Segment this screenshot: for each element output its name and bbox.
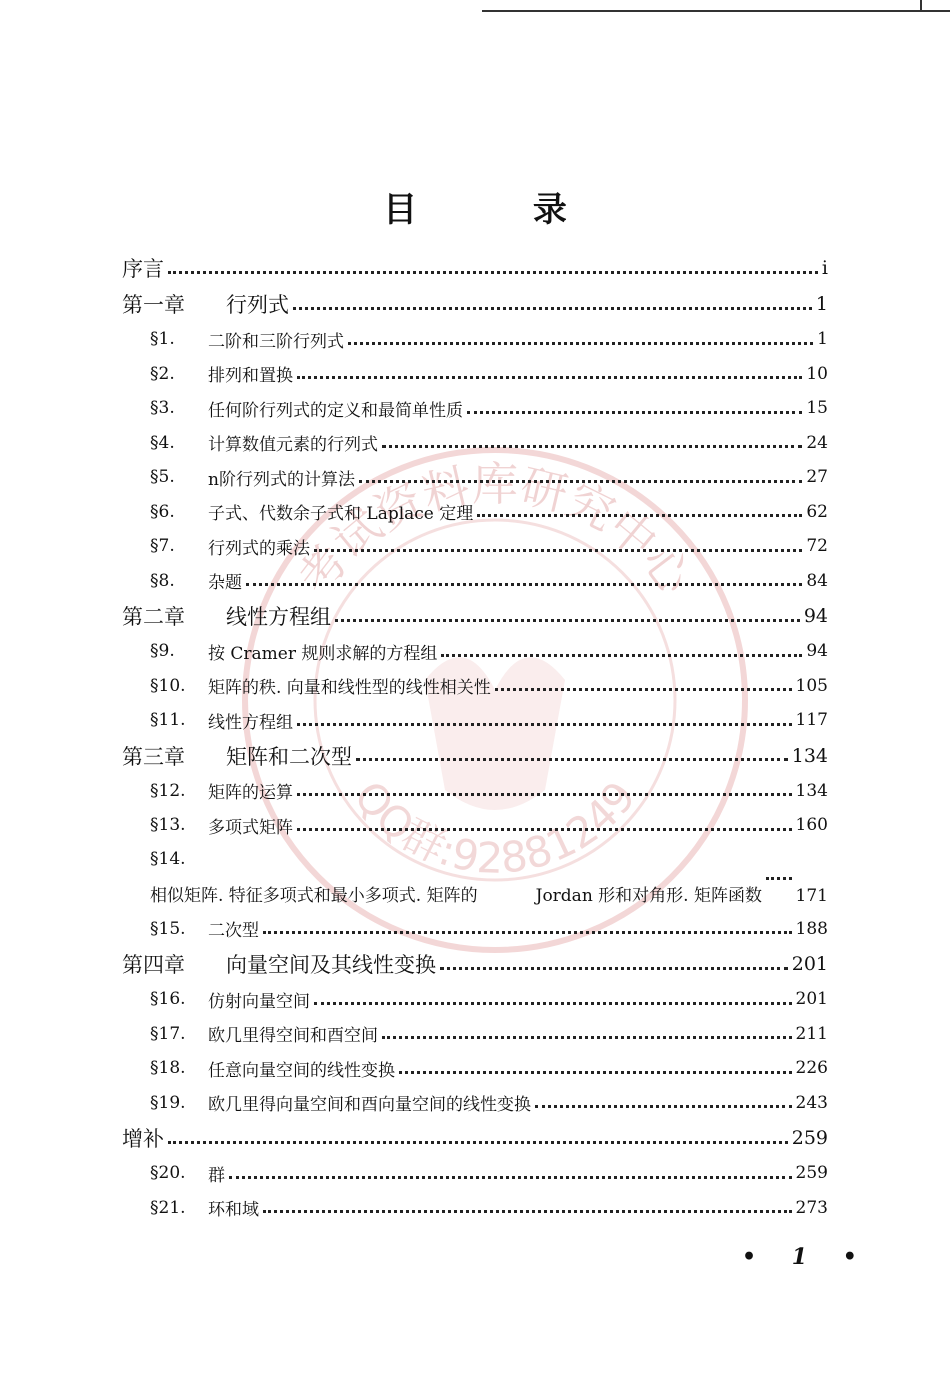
section-number: §20. xyxy=(150,1163,186,1184)
section-page: 171 xyxy=(795,885,828,906)
section-title: 二阶和三阶行列式 xyxy=(208,331,344,352)
section-title: 线性方程组 xyxy=(208,712,293,733)
toc-chapter-2[interactable] xyxy=(122,598,828,634)
section-number: §4. xyxy=(150,432,175,453)
dot-leader xyxy=(766,877,792,880)
section-title: 排列和置换 xyxy=(208,366,293,387)
dot-leader xyxy=(359,480,802,483)
section-number: §8. xyxy=(150,570,175,591)
chapter-label: 第四章 xyxy=(122,953,185,977)
toc-section-13[interactable] xyxy=(122,808,828,843)
toc-entry-title: 序言 xyxy=(122,257,164,281)
dot-leader xyxy=(168,1141,788,1144)
dot-leader xyxy=(356,758,788,761)
toc-section-16[interactable] xyxy=(122,982,828,1017)
dot-leader xyxy=(293,307,812,310)
dot-leader xyxy=(314,549,802,552)
section-page: 117 xyxy=(795,710,828,731)
section-number: §17. xyxy=(150,1023,186,1044)
section-title: 任何阶行列式的定义和最简单性质 xyxy=(208,400,463,421)
section-page: 62 xyxy=(806,501,828,522)
section-number: §10. xyxy=(150,675,186,696)
section-page: 226 xyxy=(795,1058,828,1079)
chapter-title: 行列式 xyxy=(226,293,289,317)
section-number: §11. xyxy=(150,710,186,731)
chapter-label: 第三章 xyxy=(122,744,185,769)
chapter-title: 矩阵和二次型 xyxy=(226,744,352,769)
section-page: 201 xyxy=(795,989,828,1010)
section-title: 二次型 xyxy=(208,921,259,942)
section-number: §5. xyxy=(150,467,175,488)
toc-section-19[interactable] xyxy=(122,1086,828,1121)
dot-leader xyxy=(314,1002,792,1005)
chapter-label: 第一章 xyxy=(122,293,185,317)
section-number: §19. xyxy=(150,1092,186,1113)
dot-leader xyxy=(382,445,802,448)
section-page: 105 xyxy=(795,675,828,696)
section-title: 群 xyxy=(208,1165,225,1186)
dot-leader xyxy=(441,654,802,657)
toc-section-3[interactable] xyxy=(122,391,828,426)
watermark-text: 考试资料库研究中心 xyxy=(287,457,703,604)
section-title: 任意向量空间的线性变换 xyxy=(208,1060,395,1081)
dot-leader xyxy=(297,793,792,796)
toc-section-17[interactable] xyxy=(122,1017,828,1052)
dot-leader xyxy=(246,583,802,586)
section-page: 94 xyxy=(806,641,828,662)
section-title: 多项式矩阵 xyxy=(208,817,293,838)
section-page: 273 xyxy=(795,1197,828,1218)
section-page: 72 xyxy=(806,536,828,557)
section-title: 子式、代数余子式和 Laplace 定理 xyxy=(208,504,474,525)
dot-leader xyxy=(348,342,813,345)
section-title: 行列式的乘法 xyxy=(208,538,310,559)
toc-entry-page: i xyxy=(821,257,828,279)
section-number: §12. xyxy=(150,780,186,801)
toc-section-11[interactable] xyxy=(122,703,828,738)
top-border-line xyxy=(482,10,950,12)
section-title-line-2: Jordan 形和对角形. 矩阵函数 xyxy=(535,885,762,906)
chapter-page: 1 xyxy=(815,293,828,315)
section-number: §1. xyxy=(150,329,175,350)
section-number: §21. xyxy=(150,1197,186,1218)
toc-section-14[interactable] xyxy=(122,843,828,912)
watermark-code: QQ群:92881249 xyxy=(344,771,646,883)
section-number: §15. xyxy=(150,918,186,939)
chapter-label: 第二章 xyxy=(122,605,185,629)
toc-entry-page: 259 xyxy=(791,1127,828,1149)
section-title: 矩阵的运算 xyxy=(208,783,293,804)
toc-section-6[interactable] xyxy=(122,495,828,530)
section-page: 15 xyxy=(806,398,828,419)
section-number: §14. xyxy=(150,848,186,869)
toc-entry-supplement[interactable] xyxy=(122,1120,828,1156)
toc-chapter-4[interactable] xyxy=(122,946,828,982)
section-page: 211 xyxy=(795,1023,828,1044)
dot-leader xyxy=(399,1071,792,1074)
section-number: §9. xyxy=(150,641,175,662)
table-of-contents xyxy=(122,250,828,1225)
section-page: 84 xyxy=(806,570,828,591)
section-title: 按 Cramer 规则求解的方程组 xyxy=(208,643,438,664)
section-title: 计算数值元素的行列式 xyxy=(208,435,378,456)
dot-leader xyxy=(477,514,802,517)
dot-leader xyxy=(440,967,788,970)
section-number: §18. xyxy=(150,1058,186,1079)
section-page: 134 xyxy=(795,780,828,801)
section-number: §7. xyxy=(150,536,175,557)
section-title: 欧几里得空间和酉空间 xyxy=(208,1026,378,1047)
dot-leader xyxy=(467,411,802,414)
toc-chapter-3[interactable] xyxy=(122,738,828,774)
toc-chapter-1[interactable] xyxy=(122,286,828,322)
toc-section-4[interactable] xyxy=(122,426,828,461)
toc-section-1[interactable] xyxy=(122,322,828,357)
section-page: 27 xyxy=(806,467,828,488)
chapter-title: 向量空间及其线性变换 xyxy=(226,953,436,977)
toc-section-7[interactable] xyxy=(122,529,828,564)
toc-section-15[interactable] xyxy=(122,912,828,947)
section-number: §16. xyxy=(150,989,186,1010)
dot-leader xyxy=(168,271,818,274)
chapter-page: 134 xyxy=(791,744,828,767)
top-corner-tick xyxy=(920,0,922,12)
section-page: 259 xyxy=(795,1163,828,1184)
dot-leader xyxy=(229,1176,792,1179)
footer-page-number: • 1 • xyxy=(742,1244,871,1270)
section-page: 10 xyxy=(806,363,828,384)
dot-leader xyxy=(297,723,792,726)
toc-section-9[interactable] xyxy=(122,634,828,669)
section-title: n阶行列式的计算法 xyxy=(208,469,355,490)
dot-leader xyxy=(263,931,792,934)
toc-section-5[interactable] xyxy=(122,460,828,495)
chapter-title: 线性方程组 xyxy=(226,605,331,629)
toc-section-18[interactable] xyxy=(122,1051,828,1086)
dot-leader xyxy=(382,1036,792,1039)
section-number: §2. xyxy=(150,363,175,384)
toc-entry-preface[interactable] xyxy=(122,250,828,286)
toc-section-8[interactable] xyxy=(122,564,828,599)
toc-section-12[interactable] xyxy=(122,774,828,809)
dot-leader xyxy=(495,688,792,691)
toc-section-10[interactable] xyxy=(122,669,828,704)
section-page: 160 xyxy=(795,815,828,836)
dot-leader xyxy=(535,1105,792,1108)
section-number: §3. xyxy=(150,398,175,419)
section-page: 243 xyxy=(795,1092,828,1113)
dot-leader xyxy=(297,376,802,379)
section-number: §13. xyxy=(150,815,186,836)
section-title: 杂题 xyxy=(208,573,242,594)
toc-section-20[interactable] xyxy=(122,1156,828,1191)
chapter-page: 201 xyxy=(791,953,828,975)
section-title: 欧几里得向量空间和酉向量空间的线性变换 xyxy=(208,1095,531,1116)
section-title: 矩阵的秩. 向量和线性型的线性相关性 xyxy=(208,678,491,699)
section-title-line-1: 相似矩阵. 特征多项式和最小多项式. 矩阵的 xyxy=(150,885,478,906)
section-page: 188 xyxy=(795,918,828,939)
dot-leader xyxy=(335,619,800,622)
page-title: 目 录 xyxy=(383,190,619,230)
section-page: 24 xyxy=(806,432,828,453)
section-number: §6. xyxy=(150,501,175,522)
section-title: 环和域 xyxy=(208,1200,259,1221)
toc-section-2[interactable] xyxy=(122,357,828,392)
toc-section-21[interactable] xyxy=(122,1191,828,1226)
section-title: 仿射向量空间 xyxy=(208,991,310,1012)
dot-leader xyxy=(297,828,792,831)
toc-entry-title: 增补 xyxy=(122,1127,164,1151)
chapter-page: 94 xyxy=(803,605,828,627)
dot-leader xyxy=(263,1210,792,1213)
section-page: 1 xyxy=(817,329,828,350)
